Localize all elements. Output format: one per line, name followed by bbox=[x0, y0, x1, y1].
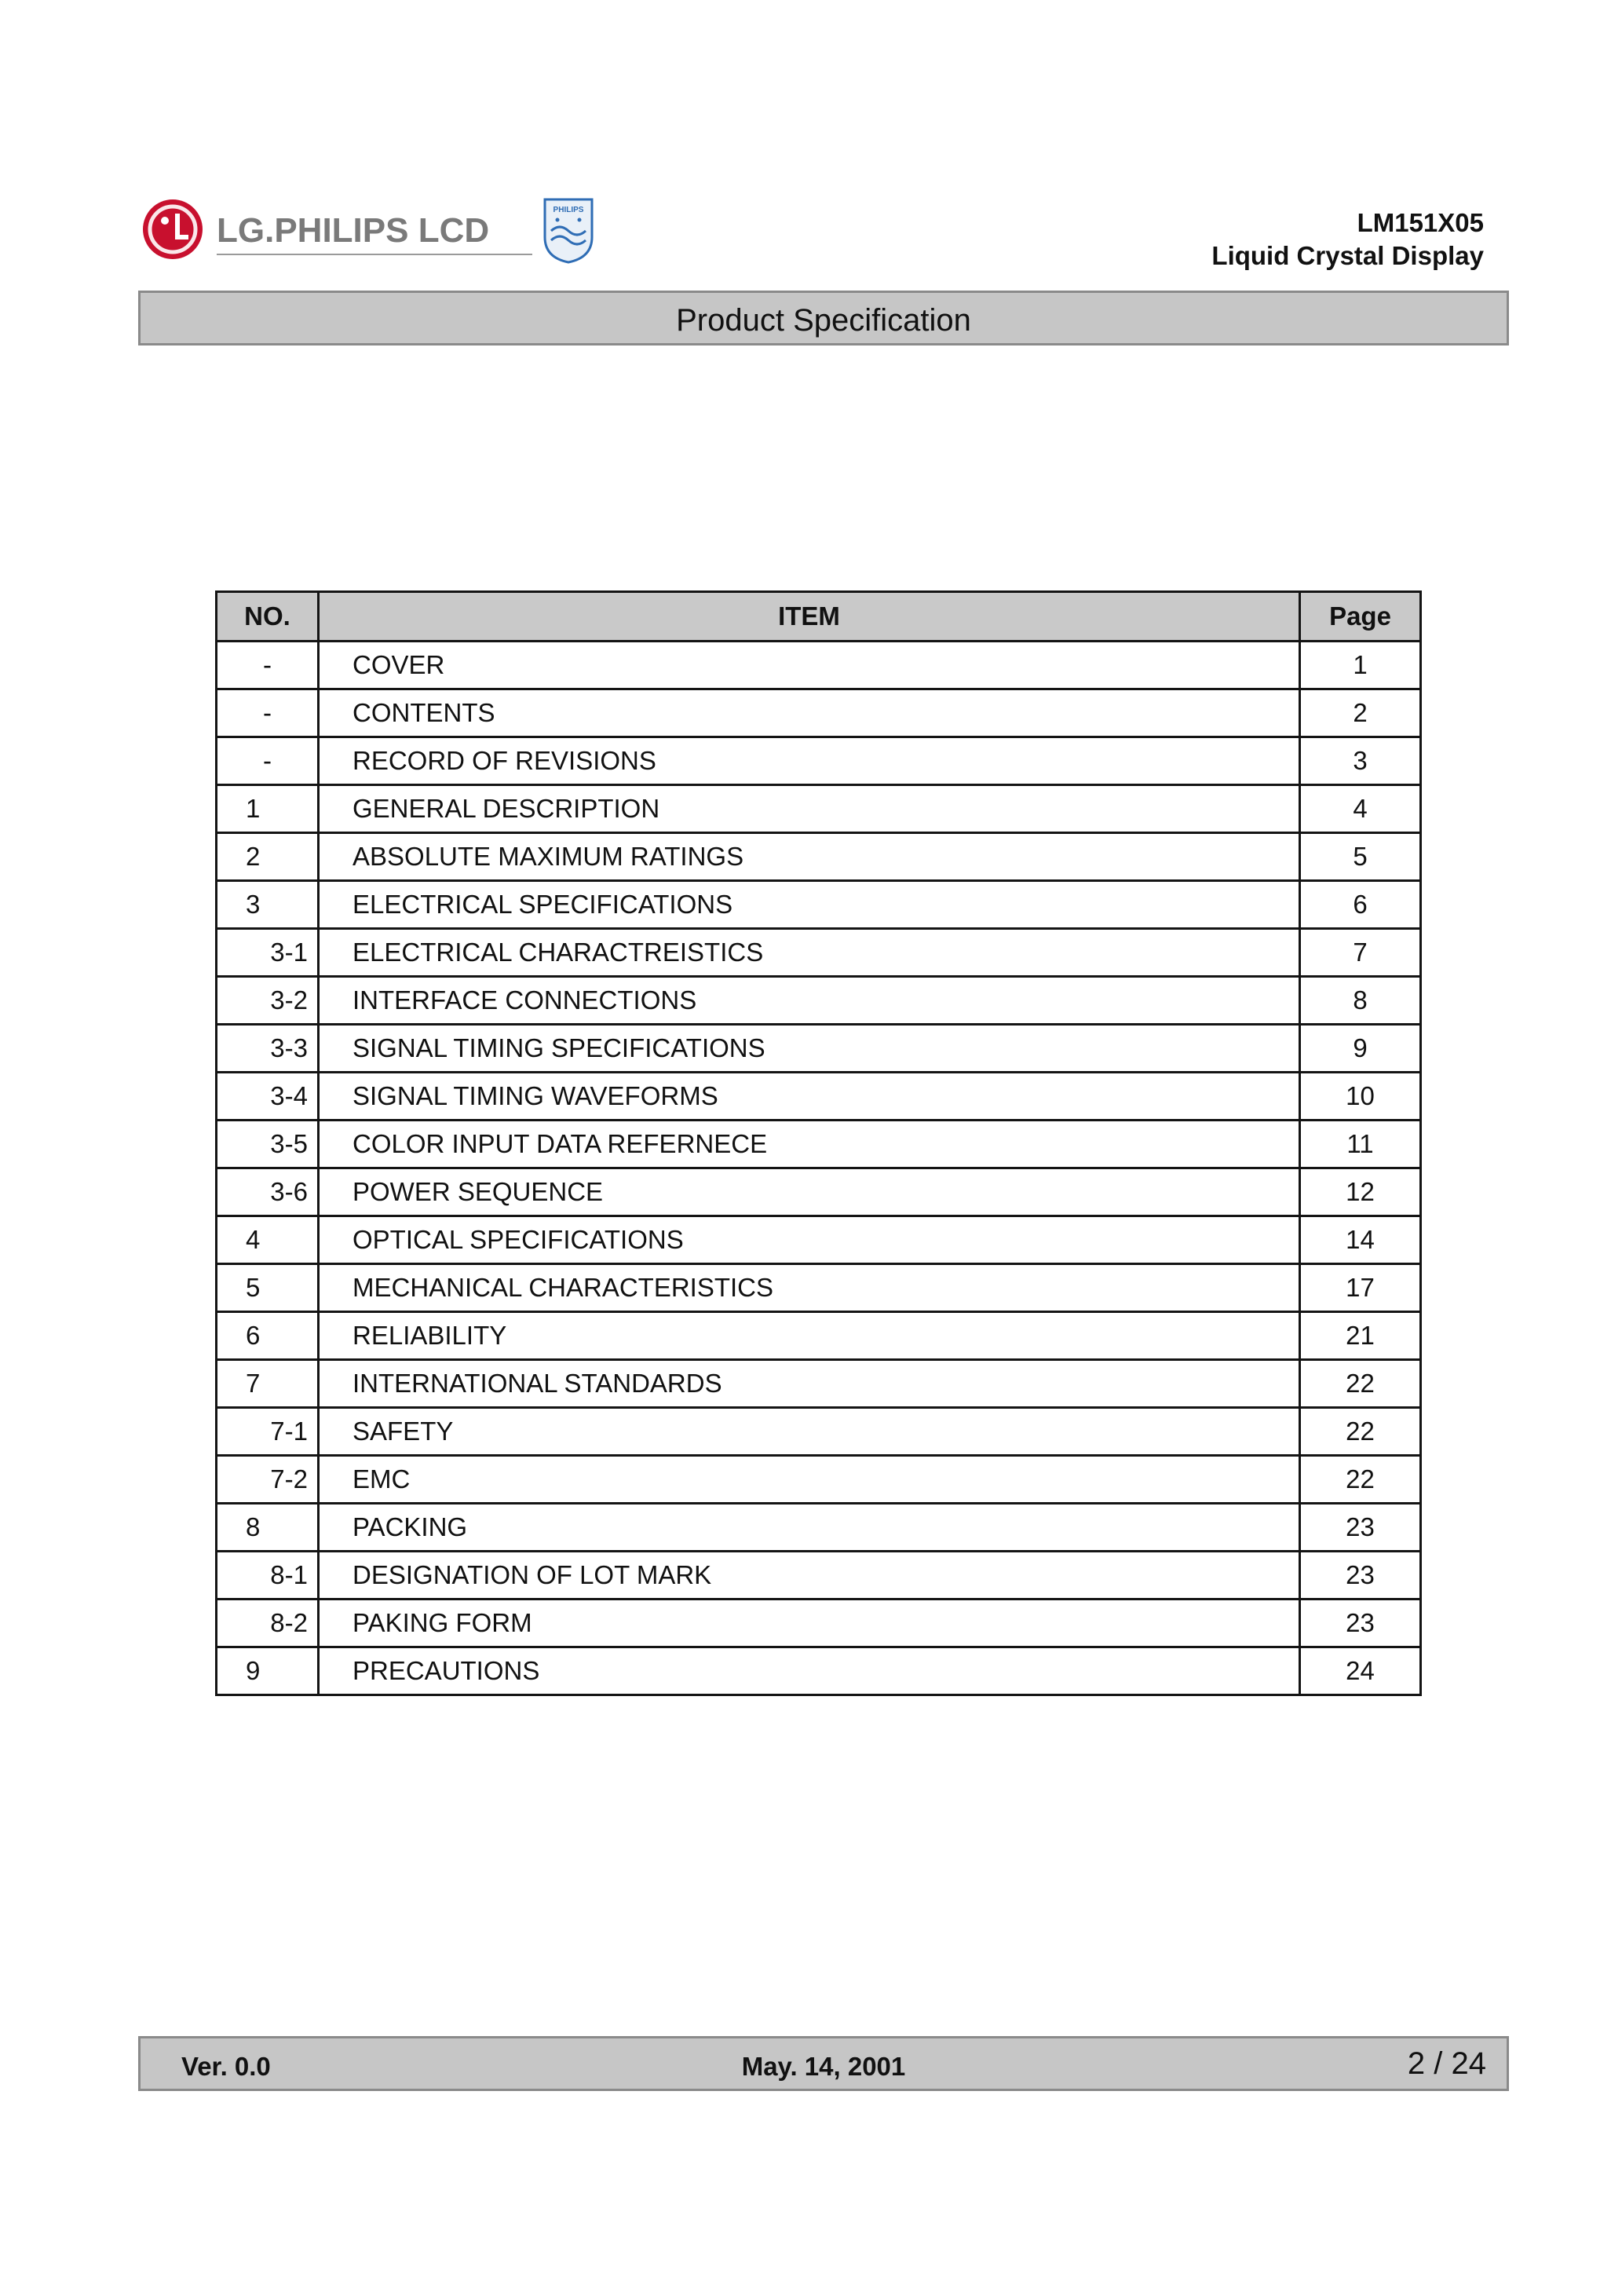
subsection-number: 3-1 bbox=[217, 929, 319, 977]
section-title: ABSOLUTE MAXIMUM RATINGS bbox=[319, 833, 1300, 881]
section-page: 21 bbox=[1300, 1312, 1421, 1360]
section-page: 23 bbox=[1300, 1552, 1421, 1600]
section-page: 24 bbox=[1300, 1647, 1421, 1695]
section-title: RELIABILITY bbox=[319, 1312, 1300, 1360]
section-page: 8 bbox=[1300, 977, 1421, 1025]
section-number: 9 bbox=[217, 1647, 319, 1695]
section-title: SIGNAL TIMING SPECIFICATIONS bbox=[319, 1025, 1300, 1073]
section-number: 4 bbox=[217, 1216, 319, 1264]
section-title: SAFETY bbox=[319, 1408, 1300, 1456]
section-page: 9 bbox=[1300, 1025, 1421, 1073]
section-number: - bbox=[217, 642, 319, 689]
subsection-number: 7-2 bbox=[217, 1456, 319, 1504]
section-page: 17 bbox=[1300, 1264, 1421, 1312]
section-page: 22 bbox=[1300, 1360, 1421, 1408]
section-title: POWER SEQUENCE bbox=[319, 1168, 1300, 1216]
table-row bbox=[217, 977, 1421, 1025]
section-number: - bbox=[217, 737, 319, 785]
table-row bbox=[217, 1360, 1421, 1408]
table-row bbox=[217, 881, 1421, 929]
table-row bbox=[217, 1408, 1421, 1456]
table-row bbox=[217, 1600, 1421, 1647]
section-title: MECHANICAL CHARACTERISTICS bbox=[319, 1264, 1300, 1312]
subsection-number: 3-3 bbox=[217, 1025, 319, 1073]
table-row bbox=[217, 1647, 1421, 1695]
contents-table bbox=[215, 590, 1422, 1696]
philips-shield-icon bbox=[545, 199, 592, 262]
column-header-no: NO. bbox=[217, 592, 319, 642]
section-page: 23 bbox=[1300, 1504, 1421, 1552]
subsection-number: 3-2 bbox=[217, 977, 319, 1025]
section-page: 22 bbox=[1300, 1408, 1421, 1456]
section-page: 10 bbox=[1300, 1073, 1421, 1121]
section-title: COVER bbox=[319, 642, 1300, 689]
page-title: Product Specification bbox=[676, 303, 971, 338]
section-page: 1 bbox=[1300, 642, 1421, 689]
section-number: 5 bbox=[217, 1264, 319, 1312]
table-row bbox=[217, 1504, 1421, 1552]
section-title: ELECTRICAL CHARACTREISTICS bbox=[319, 929, 1300, 977]
section-title: ELECTRICAL SPECIFICATIONS bbox=[319, 881, 1300, 929]
subsection-number: 3-6 bbox=[217, 1168, 319, 1216]
table-row bbox=[217, 1312, 1421, 1360]
section-page: 6 bbox=[1300, 881, 1421, 929]
subsection-number: 3-4 bbox=[217, 1073, 319, 1121]
section-title: CONTENTS bbox=[319, 689, 1300, 737]
title-band bbox=[138, 291, 1509, 345]
section-number: 1 bbox=[217, 785, 319, 833]
section-title: GENERAL DESCRIPTION bbox=[319, 785, 1300, 833]
lg-philips-lcd-logo bbox=[140, 193, 597, 265]
table-row bbox=[217, 1456, 1421, 1504]
section-page: 2 bbox=[1300, 689, 1421, 737]
subsection-number: 8-1 bbox=[217, 1552, 319, 1600]
section-title: RECORD OF REVISIONS bbox=[319, 737, 1300, 785]
version-label: Ver. 0.0 bbox=[181, 2052, 271, 2081]
section-title: EMC bbox=[319, 1456, 1300, 1504]
subsection-number: 8-2 bbox=[217, 1600, 319, 1647]
subsection-number: 7-1 bbox=[217, 1408, 319, 1456]
section-number: 7 bbox=[217, 1360, 319, 1408]
svg-text:LG.PHILIPS LCD: LG.PHILIPS LCD bbox=[217, 211, 490, 250]
section-number: - bbox=[217, 689, 319, 737]
subsection-number: 3-5 bbox=[217, 1121, 319, 1168]
section-page: 4 bbox=[1300, 785, 1421, 833]
section-title: PACKING bbox=[319, 1504, 1300, 1552]
section-title: COLOR INPUT DATA REFERNECE bbox=[319, 1121, 1300, 1168]
model-number: LM151X05 bbox=[1357, 208, 1484, 237]
table-row bbox=[217, 785, 1421, 833]
section-number: 2 bbox=[217, 833, 319, 881]
section-page: 3 bbox=[1300, 737, 1421, 785]
section-title: INTERNATIONAL STANDARDS bbox=[319, 1360, 1300, 1408]
section-page: 22 bbox=[1300, 1456, 1421, 1504]
document-identity bbox=[1211, 207, 1484, 272]
section-page: 7 bbox=[1300, 929, 1421, 977]
section-title: OPTICAL SPECIFICATIONS bbox=[319, 1216, 1300, 1264]
page-indicator: 2 / 24 bbox=[1407, 2046, 1486, 2081]
section-page: 5 bbox=[1300, 833, 1421, 881]
section-page: 14 bbox=[1300, 1216, 1421, 1264]
svg-text:PHILIPS: PHILIPS bbox=[553, 206, 584, 214]
section-number: 8 bbox=[217, 1504, 319, 1552]
table-row bbox=[217, 1025, 1421, 1073]
section-title: PAKING FORM bbox=[319, 1600, 1300, 1647]
footer-band bbox=[138, 2036, 1509, 2091]
section-number: 6 bbox=[217, 1312, 319, 1360]
date-label: May. 14, 2001 bbox=[741, 2052, 906, 2081]
table-row bbox=[217, 1168, 1421, 1216]
table-row bbox=[217, 929, 1421, 977]
section-number: 3 bbox=[217, 881, 319, 929]
table-row bbox=[217, 642, 1421, 689]
table-row bbox=[217, 1073, 1421, 1121]
section-page: 11 bbox=[1300, 1121, 1421, 1168]
section-title: SIGNAL TIMING WAVEFORMS bbox=[319, 1073, 1300, 1121]
table-row bbox=[217, 833, 1421, 881]
table-row bbox=[217, 1216, 1421, 1264]
section-page: 12 bbox=[1300, 1168, 1421, 1216]
table-row bbox=[217, 1121, 1421, 1168]
table-row bbox=[217, 737, 1421, 785]
table-row bbox=[217, 689, 1421, 737]
column-header-page: Page bbox=[1300, 592, 1421, 642]
table-row bbox=[217, 1264, 1421, 1312]
table-header-row bbox=[217, 592, 1421, 642]
section-title: PRECAUTIONS bbox=[319, 1647, 1300, 1695]
section-title: INTERFACE CONNECTIONS bbox=[319, 977, 1300, 1025]
column-header-item: ITEM bbox=[319, 592, 1300, 642]
product-type: Liquid Crystal Display bbox=[1211, 241, 1484, 270]
section-page: 23 bbox=[1300, 1600, 1421, 1647]
table-row bbox=[217, 1552, 1421, 1600]
section-title: DESIGNATION OF LOT MARK bbox=[319, 1552, 1300, 1600]
